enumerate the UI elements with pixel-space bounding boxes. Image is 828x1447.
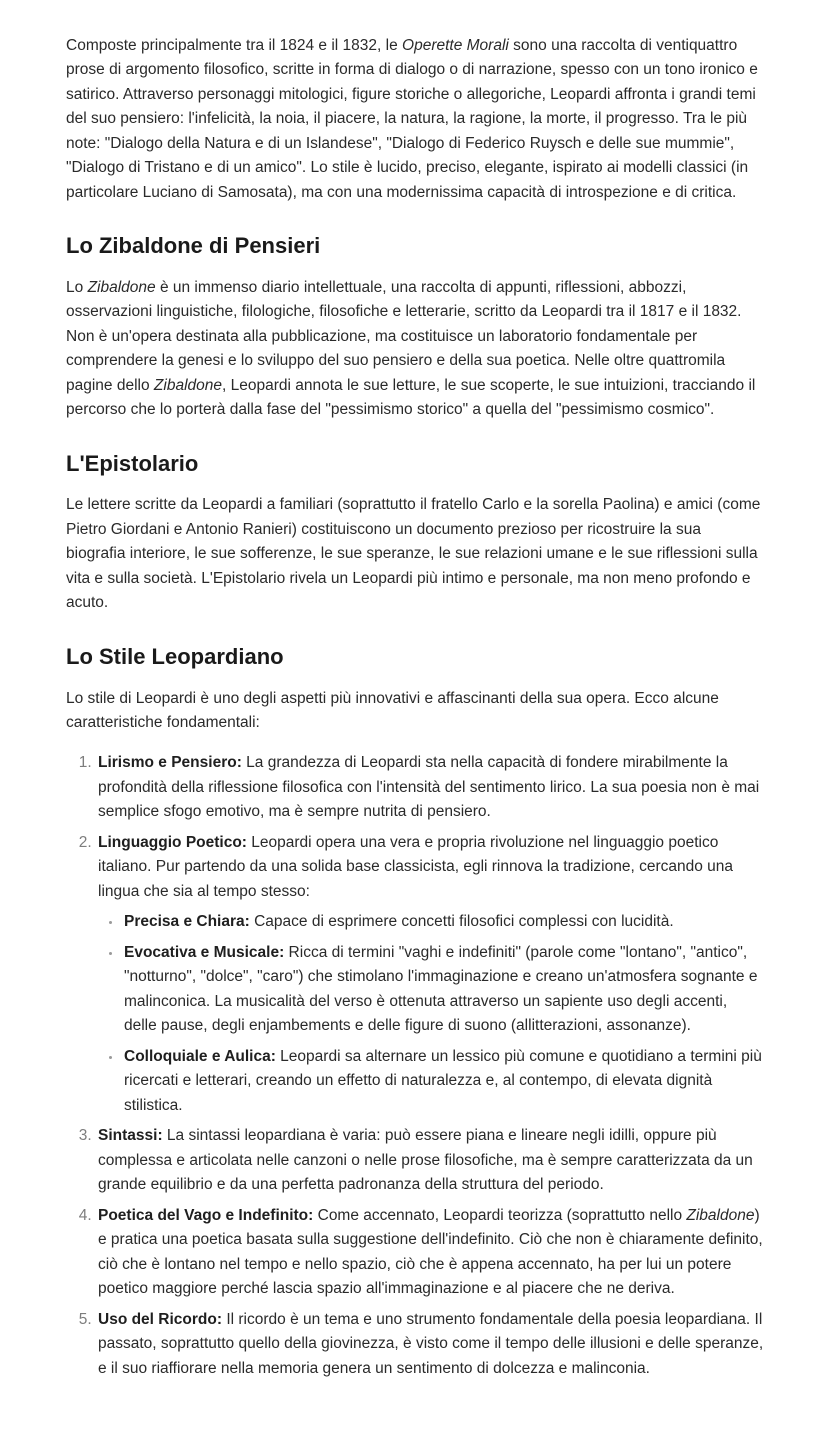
text-run: Ricca di termini "vaghi e indefiniti" (parole come "lontano", "antico", "notturno", "dolce", "caro") che stimolano l'immaginazione e creano un'atmosfera sognante e malinconica. La musicalità del verso è ottenuta attraverso un sapiente uso degli accenti, delle pause, degli enjambements e delle figure di suono (allitterazioni, assonanze). — [124, 943, 758, 1035]
bullet-list-item — [122, 910, 764, 934]
heading-epistolario: L'Epistolario — [66, 450, 199, 476]
heading-zibaldone: Lo Zibaldone di Pensieri — [66, 233, 321, 259]
italic-text-run: Operette Morali — [402, 37, 509, 54]
text-run: ) e pratica una poetica basata sulla suggestione dell'indefinito. Ciò che non è chiaramente definito, ciò che è lontano nel tempo e nello spazio, ciò che è appena accennato, ha per lui un potere poetico maggiore perché lascia spazio all'immaginazione e al piacere che ne deriva. — [98, 1206, 763, 1298]
text-run: Lo — [66, 278, 88, 296]
text-run: Composte principalmente tra il 1824 e il 1832, le — [66, 37, 403, 54]
text-run: Capace di esprimere concetti filosofici complessi con lucidità. — [249, 913, 674, 931]
text-run: Leopardi opera una vera e propria rivoluzione nel linguaggio poetico italiano. Pur partendo da una solida base classicista, egli rinnova la tradizione, cercando una lingua che sia al tempo stesso: — [98, 833, 734, 900]
bullet-list-item — [122, 941, 764, 1039]
bold-text-run: Sintassi: — [98, 1127, 163, 1145]
text-run: , Leopardi annota le sue letture, le sue scoperte, le sue intuizioni, tracciando il percorso che lo porterà dalla fase del "pessimismo storico" a quella del "pessimismo cosmico". — [66, 376, 756, 419]
text-run: sono una raccolta di ventiquattro prose di argomento filosofico, scritte in forma di dialogo o di narrazione, spesso con un tono ironico e satirico. Attraverso personaggi mitologici, figure storiche o allegoriche, Leopardi affronta i grandi temi del suo pensiero: l'infelicità, la noia, il piacere, la natura, la ragione, la morte, il progresso. Tra le più note: "Dialogo della Natura e di un Islandese", "Dialogo di Federico Ruysch e delle sue mummie", "Dialogo di Tristano e di un amico". Lo stile è lucido, preciso, elegante, ispirato ai modelli classici (in particolare Luciano di Samosata), ma con una modernissima capacità di introspezione e di critica. — [66, 37, 758, 201]
bold-text-run: Precisa e Chiara: — [124, 913, 250, 931]
bold-text-run: Linguaggio Poetico: — [98, 833, 247, 851]
numbered-list-item — [96, 1204, 764, 1302]
text-run: Lo stile di Leopardi è uno degli aspetti più innovativi e affascinanti della sua opera. Ecco alcune caratteristiche fondamentali: — [66, 689, 719, 731]
bold-text-run: Lirismo e Pensiero: — [98, 754, 242, 772]
text-run: è un immenso diario intellettuale, una raccolta di appunti, riflessioni, abbozzi, osservazioni linguistiche, filologiche, filosofiche e letterarie, scritto da Leopardi tra il 1817 e il 1832. Non è un'opera destinata alla pubblicazione, ma costituisce un laboratorio fondamentale per comprendere la genesi e lo sviluppo del suo pensiero e della sua poetica. Nelle oltre quattromila pagine dello — [66, 278, 742, 394]
bullet-list-item — [122, 1045, 764, 1118]
bold-text-run: Uso del Ricordo: — [98, 1310, 223, 1328]
numbered-list-item — [96, 831, 764, 1118]
bold-text-run: Evocativa e Musicale: — [124, 943, 285, 961]
numbered-list-item — [96, 751, 764, 824]
text-run: La sintassi leopardiana è varia: può essere piana e lineare negli idilli, oppure più complessa e articolata nelle canzoni o nelle prose filosofiche, ma è sempre caratterizzata da un grande equilibrio e da una perfetta padronanza della struttura del periodo. — [98, 1127, 753, 1194]
intro-paragraph — [66, 34, 764, 205]
bold-text-run: Colloquiale e Aulica: — [124, 1047, 276, 1065]
italic-text-run: Zibaldone — [686, 1206, 755, 1224]
style-characteristics-list — [66, 751, 764, 1381]
text-run: Le lettere scritte da Leopardi a familiari (soprattutto il fratello Carlo e la sorella Paolina) e amici (come Pietro Giordani e Antonio Ranieri) costituiscono un documento prezioso per ricostruire la sua biografia interiore, le sue sofferenze, le sue speranze, le sue relazioni umane e le sue riflessioni sulla vita e sulla società. L'Epistolario rivela un Leopardi più intimo e personale, ma non meno profondo e acuto. — [66, 496, 761, 612]
epistolario-paragraph — [66, 493, 764, 615]
text-run: Come accennato, Leopardi teorizza (soprattutto nello — [313, 1206, 687, 1224]
stile-intro-paragraph — [66, 687, 764, 736]
numbered-list-item — [96, 1308, 764, 1381]
sub-bullet-list — [98, 910, 764, 1118]
text-run: Leopardi sa alternare un lessico più comune e quotidiano a termini più ricercati e letterari, creando un effetto di naturalezza e, al contempo, di elevata dignità stilistica. — [124, 1047, 762, 1114]
text-run: La grandezza di Leopardi sta nella capacità di fondere mirabilmente la profondità della riflessione filosofica con l'intensità del sentimento lirico. La sua poesia non è mai semplice sfogo emotivo, ma è sempre nutrita di pensiero. — [98, 754, 760, 821]
numbered-list-item — [96, 1124, 764, 1197]
italic-text-run: Zibaldone — [153, 376, 222, 394]
heading-stile-leopardiano: Lo Stile Leopardiano — [66, 643, 284, 669]
zibaldone-paragraph — [66, 276, 764, 423]
text-run: Il ricordo è un tema e uno strumento fondamentale della poesia leopardiana. Il passato, soprattutto quello della giovinezza, è visto come il tempo delle illusioni e delle speranze, e il suo riaffiorare nella memoria genera un sentimento di dolcezza e malinconia. — [98, 1310, 764, 1377]
italic-text-run: Zibaldone — [87, 278, 156, 296]
bold-text-run: Poetica del Vago e Indefinito: — [98, 1206, 314, 1224]
